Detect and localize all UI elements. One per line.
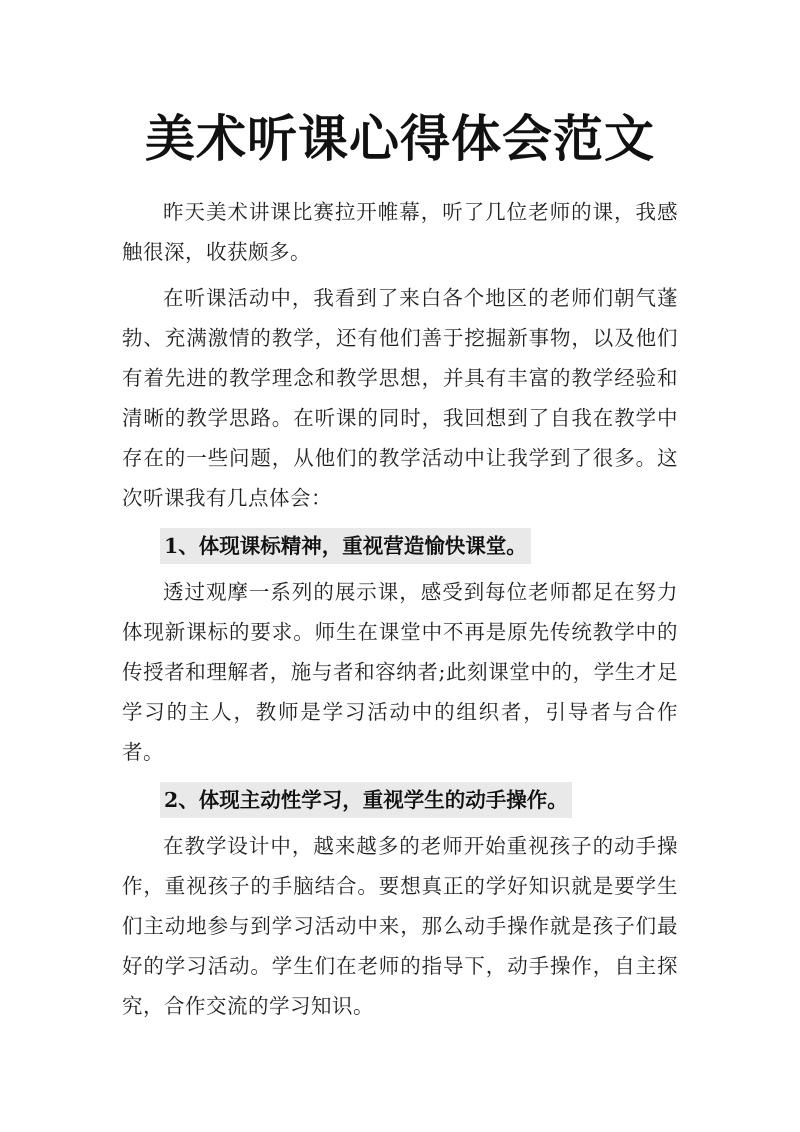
document-body	[122, 192, 678, 1026]
section-heading-2-text: 2、体现主动性学习，重视学生的动手操作。	[160, 782, 572, 818]
intro-paragraph: 昨天美术讲课比赛拉开帷幕，听了几位老师的课，我感触很深，收获颇多。	[122, 200, 678, 264]
section-paragraph-1: 透过观摩一系列的展示课，感受到每位老师都足在努力体现新课标的要求。师生在课堂中不再是原先传统教学中的传授者和理解者，施与者和容纳者;此刻课堂中的，学生才足学习的主人，教师是学习活动中的组织者，引导者与合作者。	[122, 580, 678, 764]
section-heading-1-text: 1、体现课标精神，重视营造愉快课堂。	[160, 528, 531, 564]
section-heading-1	[122, 526, 678, 566]
section-paragraph-2: 在教学设计中，越来越多的老师开始重视孩子的动手操作，重视孩子的手脑结合。要想真正的学好知识就是要学生们主动地参与到学习活动中来，那么动手操作就是孩子们最好的学习活动。学生们在老师的指导下，动手操作，自主探究，合作交流的学习知识。	[122, 834, 678, 1018]
document-title: 美术听课心得体会范文	[145, 110, 655, 168]
section-heading-2	[122, 780, 678, 820]
context-paragraph: 在听课活动中，我看到了来白各个地区的老师们朝气蓬勃、充满激情的教学，还有他们善于挖掘新事物，以及他们有着先进的教学理念和教学思想，并具有丰富的教学经验和清晰的教学思路。在听课的同时，我回想到了自我在教学中存在的一些问题，从他们的教学活动中让我学到了很多。这次听课我有几点体会：	[122, 286, 678, 510]
